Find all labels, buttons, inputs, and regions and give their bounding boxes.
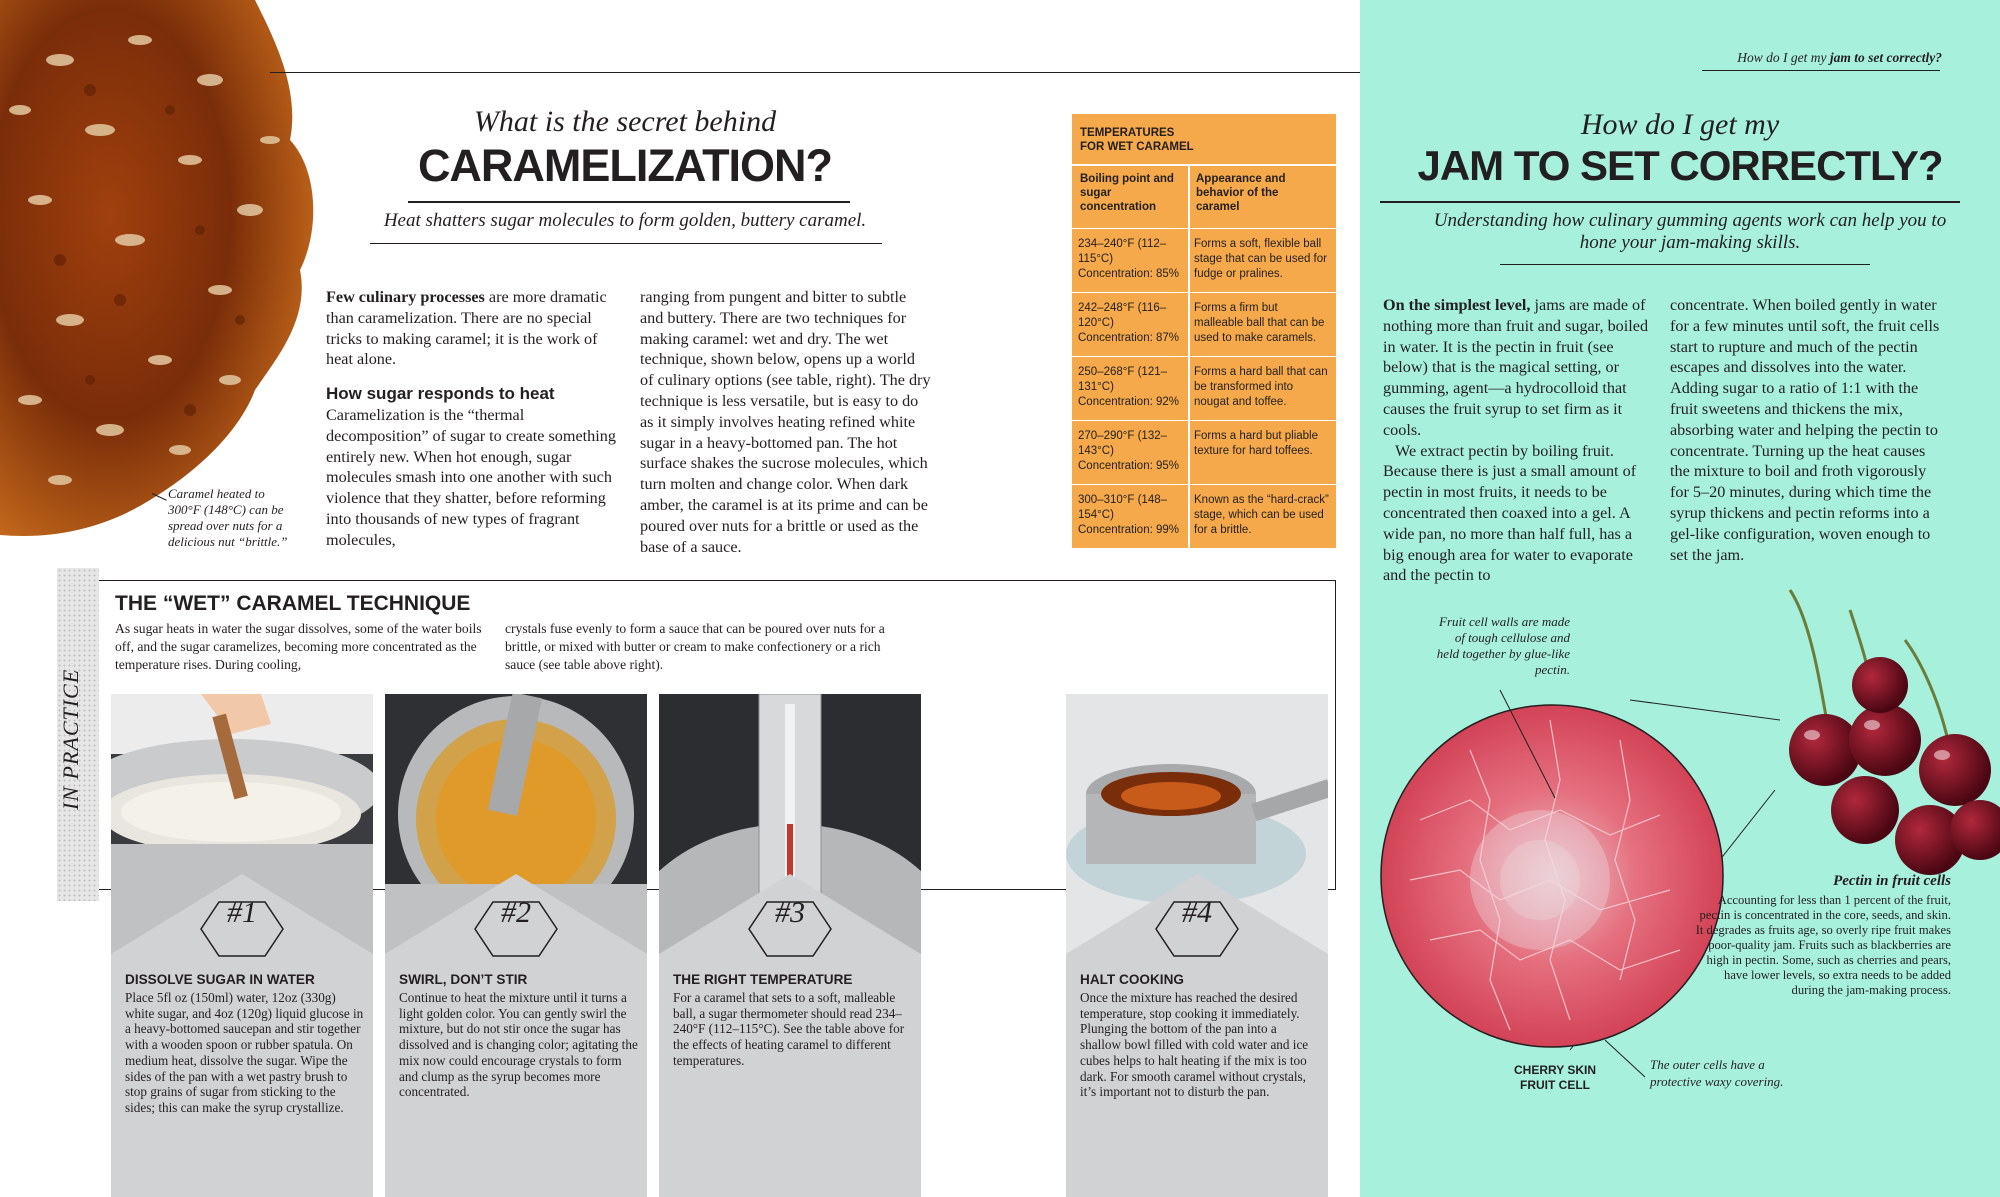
lead-text: Few culinary processes [326, 288, 485, 306]
concentration: Concentration: 87% [1078, 332, 1180, 344]
step-number: #4 [1182, 896, 1212, 929]
table-row [1072, 292, 1336, 355]
in-practice-label: IN PRACTICE [58, 668, 83, 810]
table-row [1072, 420, 1336, 483]
step-card-2 [385, 694, 647, 1197]
table-divider [1072, 164, 1336, 166]
paragraph: We extract pectin by boiling fruit. Because there is just a small amount of pectin in most fruits, it needs to be concentrated then coaxed into a gel. A wide pan, no more than half full, has a big enough area for water to evaporate and the pectin to [1383, 441, 1637, 585]
running-head [1737, 50, 1942, 66]
temperature-range: 250–268°F (121–131°C) [1078, 366, 1168, 393]
label-line: CHERRY SKIN [1513, 1063, 1596, 1077]
table-cell: Forms a soft, flexible ball stage that can be used for fudge or pralines. [1194, 238, 1327, 280]
paragraph: Caramelization is the “thermal decomposition” of sugar to create something entirely new. When hot enough, sugar molecules smash into one another with such violence that they shatter, before reforming into thousands of new types of fragrant molecules, [326, 405, 616, 549]
running-head-emphasis: jam to set correctly? [1829, 50, 1942, 65]
caramel-caption: Caramel heated to 300°F (148°C) can be spread over nuts for a delicious nut “brittle.” [168, 486, 288, 549]
body-column-1 [1383, 295, 1655, 586]
caramel-brittle-image [0, 0, 320, 540]
paragraph: are more dramatic than caramelization. There are no special tricks to making caramel; it is the work of heat alone. [326, 288, 607, 369]
table-title [1080, 126, 1194, 154]
temperature-range: 300–310°F (148–154°C) [1078, 494, 1168, 521]
table-row [1072, 356, 1336, 419]
label-cherry-skin [1485, 1063, 1625, 1093]
technique-title: THE “WET” CARAMEL TECHNIQUE [115, 592, 471, 615]
step-card-4 [1066, 694, 1328, 1197]
concentration: Concentration: 85% [1078, 268, 1180, 280]
concentration: Concentration: 99% [1078, 524, 1180, 536]
step-title: DISSOLVE SUGAR IN WATER [125, 972, 315, 987]
step-text: For a caramel that sets to a soft, malleable ball, a sugar thermometer should read 234–240°F (112–115°C). See the table above for the effects of heating caramel to different temperatures. [673, 990, 905, 1068]
cherries-illustration [1789, 590, 2000, 875]
table-row [1072, 484, 1336, 547]
standfirst: Heat shatters sugar molecules to form golden, buttery caramel. [383, 210, 867, 231]
top-rule [1702, 70, 1940, 71]
body-column-1 [326, 287, 618, 551]
top-rule [270, 72, 1360, 73]
paragraph: concentrate. When boiled gently in water for a few minutes until soft, the fruit cells start to rupture and much of the pectin escapes and dissolves into the water. Adding sugar to a ratio of 1:1 with the fruit sweetens and thickens the mix, absorbing water and helping the pectin to concentrate. Turning up the heat causes the mixture to boil and froth vigorously for 5–20 minutes, during which time the syrup thickens and pectin reforms into a gel-like configuration, woven enough to set the jam. [1670, 296, 1940, 564]
body-column-2 [640, 287, 932, 557]
table-cell: Forms a firm but malleable ball that can be used to make caramels. [1194, 302, 1325, 344]
step-number: #1 [227, 896, 257, 929]
temperature-range: 242–248°F (116–120°C) [1078, 302, 1167, 329]
subheading: How sugar responds to heat [326, 384, 555, 404]
annotation-outer-cells: The outer cells have a protective waxy covering. [1650, 1057, 1784, 1089]
technique-intro-1: As sugar heats in water the sugar dissolves, some of the water boils off, and the sugar caramelizes, becoming more concentrated as the temperature rises. During cooling, [115, 621, 482, 672]
lead-text: On the simplest level, [1383, 296, 1531, 314]
headline-kicker: What is the secret behind [473, 105, 777, 138]
headline-rule [408, 201, 850, 203]
step-title: HALT COOKING [1080, 972, 1184, 987]
temperature-table [1072, 114, 1336, 548]
annotation-cell-walls: Fruit cell walls are made of tough cellulose and held together by glue-like pectin. [1436, 614, 1570, 677]
paragraph: jams are made of nothing more than fruit and sugar, boiled in water. It is the pectin in fruit (see below) that is the magical setting, or gumming, agent—a hydrocolloid that causes the fruit syrup to set firm as it cools. [1383, 296, 1649, 439]
pectin-caption-text: Accounting for less than 1 percent of the fruit, pectin is concentrated in the core, seeds, and skin. It degrades as fruits age, so overly ripe fruit makes poor-quality jam. Fruits such as blackberries are high in pectin. Some, such as cherries and pears, have lower levels, so extra needs to be added during the jam-making process. [1695, 893, 1951, 997]
table-cell [1078, 429, 1188, 474]
step-card-3 [659, 694, 921, 1197]
standfirst-rule [1500, 264, 1870, 265]
table-cell: Forms a hard but pliable texture for hard toffees. [1194, 430, 1319, 457]
running-head-prefix: How do I get my [1737, 50, 1827, 65]
technique-intro-2: crystals fuse evenly to form a sauce that can be poured over nuts for a brittle, or mixed with butter or cream to make confectionery or a rich sauce (see table above right). [505, 621, 885, 672]
table-cell: Known as the “hard-crack” stage, which can be used for a brittle. [1194, 494, 1329, 536]
table-cell [1078, 301, 1188, 346]
headline-rule [1380, 201, 1960, 203]
table-row [1072, 228, 1336, 291]
table-header-cell: Appearance and behavior of the caramel [1196, 173, 1286, 213]
right-page [1360, 0, 2000, 1197]
pectin-caption-title: Pectin in fruit cells [1833, 873, 1951, 889]
standfirst: Understanding how culinary gumming agents work can help you to hone your jam-making skills. [1433, 210, 1947, 253]
paragraph: ranging from pungent and bitter to subtle and buttery. There are two techniques for making caramel: wet and dry. The wet technique, shown below, opens up a world of culinary options (see table, right). The dry technique is less versatile, but is easy to do as it simply involves heating refined white sugar in a heavy-bottomed pan. The hot surface shakes the sucrose molecules, which turn molten and change color. When dark amber, the caramel is at its prime and can be poured over nuts for a brittle or used as the base of a sauce. [640, 288, 931, 556]
standfirst-rule [370, 243, 882, 244]
headline-title: CARAMELIZATION? [417, 140, 833, 191]
concentration: Concentration: 95% [1078, 460, 1180, 472]
step-card-1 [111, 694, 373, 1197]
temperature-range: 270–290°F (132–143°C) [1078, 430, 1168, 457]
step-number: #3 [775, 896, 805, 929]
headline-title: JAM TO SET CORRECTLY? [1417, 142, 1943, 189]
label-line: FRUIT CELL [1520, 1078, 1590, 1092]
step-title: THE RIGHT TEMPERATURE [673, 972, 853, 987]
headline-kicker: How do I get my [1580, 108, 1780, 141]
temperature-range: 234–240°F (112–115°C) [1078, 238, 1167, 265]
step-text: Once the mixture has reached the desired temperature, stop cooking it immediately. Plunging the bottom of the pan into a shallow bowl filled with cold water and ice cubes helps to halt heating if the mix is too dark. For smooth caramel without crystals, it’s important not to disturb the pan. [1080, 990, 1309, 1100]
table-cell [1078, 493, 1188, 538]
table-title-line: FOR WET CARAMEL [1080, 141, 1194, 153]
body-column-2 [1670, 295, 1945, 565]
table-cell [1078, 237, 1188, 282]
step-text: Place 5fl oz (150ml) water, 12oz (330g) white sugar, and 4oz (120g) liquid glucose in a heavy-bottomed saucepan and stir together with a wooden spoon or rubber spatula. On medium heat, dissolve the sugar. Wipe the sides of the pan with a wet pastry brush to stop grains of sugar from sticking to the sides; this can make the syrup crystallize. [125, 990, 364, 1115]
table-header-cell: Boiling point and sugar concentration [1080, 173, 1174, 213]
step-title: SWIRL, DON’T STIR [399, 972, 528, 987]
table-cell [1078, 365, 1188, 410]
step-text: Continue to heat the mixture until it turns a light golden color. You can gently swirl the mixture, but do not stir once the sugar has dissolved and is changing color; agitating the mix now could encourage crystals to form and clump as the syrup becomes more concentrated. [399, 990, 638, 1100]
table-cell: Forms a hard ball that can be transformed into nougat and toffee. [1194, 366, 1328, 408]
table-title-line: TEMPERATURES [1080, 127, 1175, 139]
step-number: #2 [501, 896, 531, 929]
concentration: Concentration: 92% [1078, 396, 1180, 408]
